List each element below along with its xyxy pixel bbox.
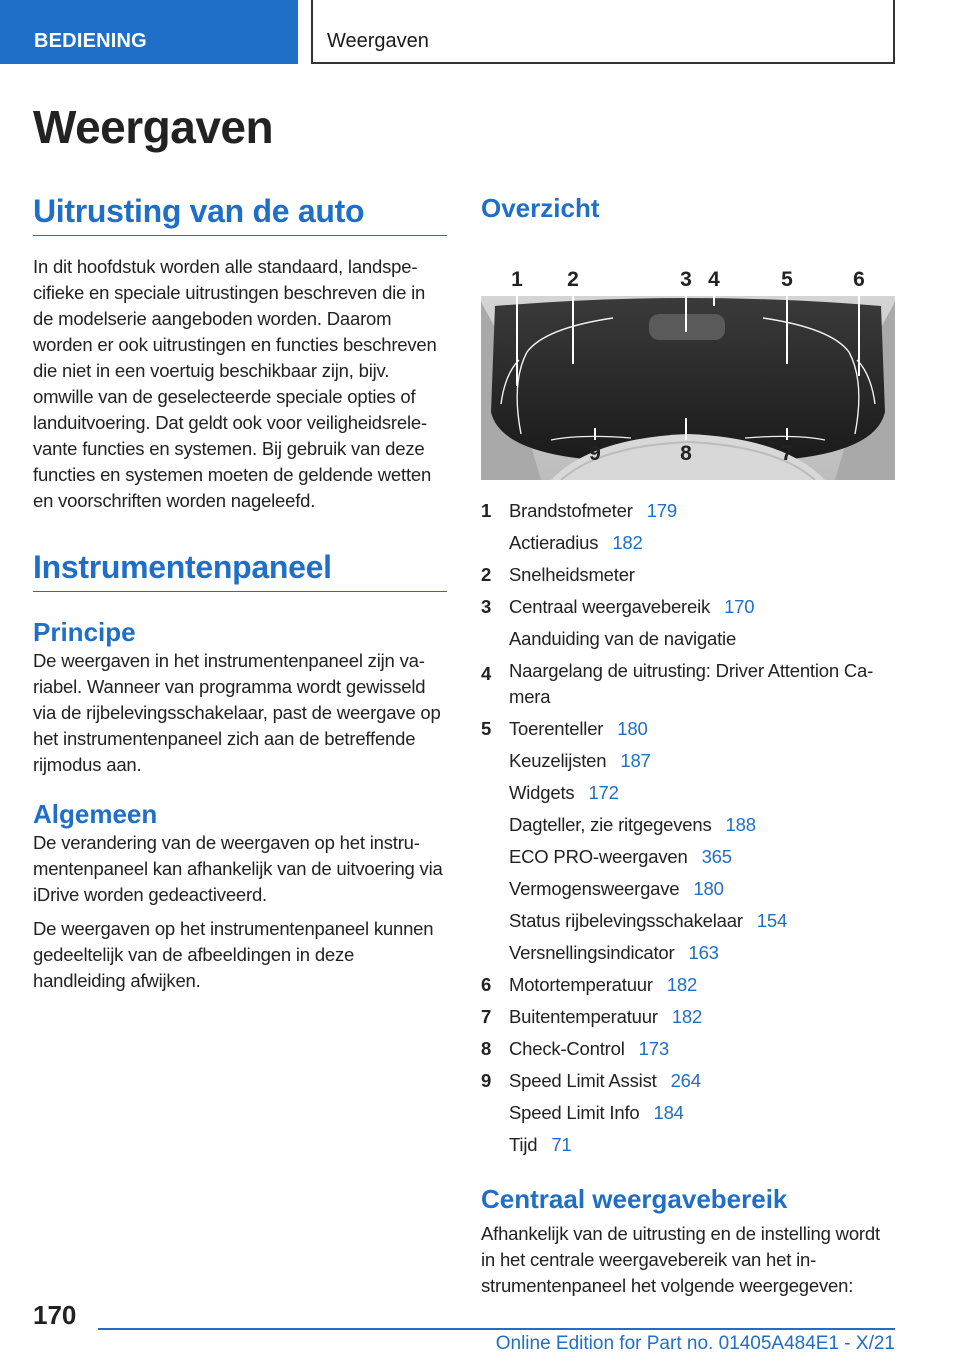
page-reference-link[interactable]: 154 — [756, 910, 788, 931]
legend-label: Status rijbelevingsschakelaar 154 — [509, 910, 788, 931]
legend-item — [481, 777, 895, 809]
page-reference-link[interactable]: 188 — [725, 814, 756, 835]
figure-label-6: 6 — [853, 268, 865, 291]
legend-item — [481, 905, 895, 937]
legend-label: Actieradius 182 — [509, 532, 643, 553]
legend-label: ECO PRO-weergaven 365 — [509, 846, 732, 867]
paragraph-principle: De weergaven in het instrumentenpaneel zijn variabel. Wanneer van programma wordt gewisseld via de rijbelevingsschakelaar, past de weergave op het instrumentenpaneel zich aan de betreffende rijmodus aan. — [33, 650, 441, 775]
footer-divider — [98, 1328, 895, 1330]
page-title: Weergaven — [33, 101, 274, 153]
legend-label: Speed Limit Info 184 — [509, 1102, 684, 1123]
right-column — [481, 192, 895, 1299]
legend-number: 6 — [481, 974, 492, 995]
heading-overview: Overzicht — [481, 193, 600, 223]
figure-label-3: 3 — [680, 268, 692, 291]
legend-number: 2 — [481, 564, 492, 585]
legend-number: 5 — [481, 718, 492, 739]
legend-label: Check-Control 173 — [509, 1038, 669, 1059]
footer-edition-text: Online Edition for Part no. 01405A484E1 - X/21 — [495, 1333, 895, 1354]
heading-principle: Principe — [33, 617, 136, 647]
page-number: 170 — [33, 1300, 77, 1330]
legend-number: 1 — [481, 500, 492, 521]
legend-item — [481, 623, 895, 655]
figure-label-5: 5 — [781, 268, 793, 291]
page-reference-link[interactable]: 365 — [701, 846, 732, 867]
legend-item — [481, 969, 895, 1001]
legend-number — [481, 1129, 509, 1161]
legend-label: Keuzelijsten 187 — [509, 750, 651, 771]
legend-label: Dagteller, zie ritgegevens 188 — [509, 814, 756, 835]
page-reference-link[interactable]: 182 — [666, 974, 698, 995]
page-reference-link[interactable]: 179 — [646, 500, 677, 521]
legend-item — [481, 809, 895, 841]
paragraph-general-2: De weergaven op het instrumentenpaneel kunnen gedeeltelijk van de afbeeldingen in deze handleiding afwijken. — [33, 918, 434, 991]
page-reference-link[interactable]: 172 — [588, 782, 619, 803]
legend-number: 9 — [481, 1070, 492, 1091]
legend-number: 4 — [481, 663, 492, 684]
legend-item — [481, 1001, 895, 1033]
page-reference-link[interactable]: 180 — [617, 718, 648, 739]
legend-number: 8 — [481, 1038, 492, 1059]
section-tab: BEDIENING — [0, 0, 298, 64]
figure-label-4: 4 — [708, 268, 720, 291]
figure-label-7: 7 — [781, 442, 793, 465]
legend-label: Versnellingsindicator 163 — [509, 942, 719, 963]
legend-number: 7 — [481, 1006, 492, 1027]
legend-label: Motortemperatuur 182 — [509, 974, 698, 995]
legend-item — [481, 495, 895, 527]
legend-item — [481, 1129, 895, 1161]
left-column — [33, 192, 447, 994]
instrument-cluster-image — [481, 262, 895, 480]
legend-number — [481, 1097, 509, 1129]
page-reference-link[interactable]: 170 — [724, 596, 755, 617]
figure-label-9: 9 — [589, 442, 601, 465]
legend-item — [481, 873, 895, 905]
page-reference-link[interactable]: 187 — [620, 750, 651, 771]
legend-item — [481, 1097, 895, 1129]
legend-label: Vermogensweergave 180 — [509, 878, 724, 899]
legend-label: Centraal weergavebereik 170 — [509, 596, 755, 617]
page-reference-link[interactable]: 182 — [612, 532, 643, 553]
page-reference-link[interactable]: 163 — [688, 942, 719, 963]
legend-number — [481, 937, 509, 969]
page-reference-link[interactable]: 182 — [671, 1006, 703, 1027]
legend-number — [481, 809, 509, 841]
legend-label: Snelheidsmeter — [509, 564, 635, 585]
legend-list — [481, 495, 895, 1161]
heading-equipment: Uitrusting van de auto — [33, 192, 447, 236]
legend-number: 3 — [481, 596, 492, 617]
page-reference-link[interactable]: 173 — [638, 1038, 669, 1059]
paragraph-central-display: Afhankelijk van de uitrusting en de instelling wordt in het centrale weergavebereik van het instrumentenpaneel het volgende weergegeven: — [481, 1223, 880, 1296]
legend-number — [481, 841, 509, 873]
heading-central-display: Centraal weergavebereik — [481, 1184, 788, 1214]
page-reference-link[interactable]: 264 — [670, 1070, 701, 1091]
legend-number — [481, 777, 509, 809]
legend-item — [481, 1065, 895, 1097]
legend-label: Speed Limit Assist 264 — [509, 1070, 701, 1091]
figure-label-1: 1 — [511, 268, 523, 291]
page-reference-link[interactable]: 71 — [551, 1134, 572, 1155]
legend-item — [481, 655, 895, 713]
legend-number — [481, 623, 509, 655]
legend-item — [481, 1033, 895, 1065]
legend-item — [481, 841, 895, 873]
legend-label: Toerenteller 180 — [509, 718, 648, 739]
figure-label-2: 2 — [567, 268, 579, 291]
legend-item — [481, 745, 895, 777]
heading-general: Algemeen — [33, 799, 158, 829]
figure-label-8: 8 — [680, 442, 692, 465]
header-chapter-title: Weergaven — [311, 0, 895, 64]
legend-label: Buitentemperatuur 182 — [509, 1006, 703, 1027]
legend-item — [481, 591, 895, 623]
legend-number — [481, 873, 509, 905]
page-reference-link[interactable]: 180 — [693, 878, 724, 899]
page-reference-link[interactable]: 184 — [653, 1102, 684, 1123]
legend-label: Widgets 172 — [509, 782, 619, 803]
legend-number — [481, 745, 509, 777]
legend-label: Aanduiding van de navigatie — [509, 628, 737, 649]
legend-item — [481, 559, 895, 591]
legend-label: Naargelang de uitrusting: Driver Attention Camera — [509, 660, 874, 707]
legend-label: Tijd 71 — [509, 1134, 572, 1155]
heading-instrument-panel: Instrumentenpaneel — [33, 548, 447, 592]
legend-item — [481, 713, 895, 745]
legend-label: Brandstofmeter 179 — [509, 500, 677, 521]
paragraph-equipment: In dit hoofdstuk worden alle standaard, landspecifieke en speciale uitrustingen beschreven die in de modelserie aangeboden worden. Daarom worden er ook uitrustingen en functies beschreven die niet in een voertuig beschikbaar zijn, bijv. omwille van de geselecteerde speciale opties of landuitvoering. Dat geldt ook voor veiligheidsrelevante functies en systemen. Bij gebruik van deze functies en systemen moeten de geldende wetten en voorschriften worden nageleefd. — [33, 256, 437, 511]
legend-number — [481, 527, 509, 559]
legend-item — [481, 937, 895, 969]
paragraph-general-1: De verandering van de weergaven op het instrumentenpaneel kan afhankelijk van de uitvoering via iDrive worden gedeactiveerd. — [33, 832, 443, 905]
legend-item — [481, 527, 895, 559]
legend-number — [481, 905, 509, 937]
